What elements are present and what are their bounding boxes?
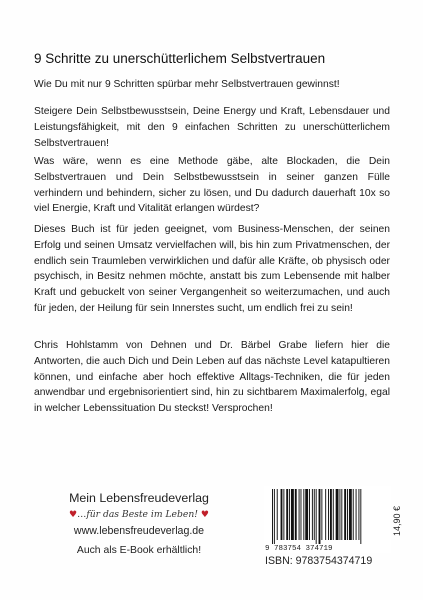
heart-icon: ♥ [69, 510, 78, 520]
publisher-slogan: …für das Beste im Leben! [77, 509, 198, 520]
barcode-bar [356, 489, 357, 540]
barcode-bar [281, 489, 283, 540]
barcode-bar [333, 489, 334, 540]
barcode-bar [344, 489, 346, 540]
barcode-bar [325, 489, 326, 540]
blurb-paragraph-3: Dieses Buch ist für jeden geeignet, vom Business-Menschen, der seinen Erfolg und seinen Umsatz vervielfachen will, bis hin zum Privatmenschen, der endlich sein Traumleben verwirklichen und dafür alle Kräfte, ob physisch oder psychisch, in Besitz nehmen möchte, anstatt bis zum Lebensende mit halber Kraft und gebuckelt von seiner Vergangenheit so weiterzumachen, und auch für jeden, der Heilung für sein Innerstes sucht, um endlich frei zu sein! [34, 224, 390, 314]
blurb-paragraph-1: Steigere Dein Selbstbewusstsein, Deine Energy und Kraft, Lebensdauer und Leistungsfähigkeit, mit den 9 einfachen Schritten zu unerschütterlichem Selbstvertrauen! [34, 106, 390, 149]
heart-icon: ♥ [200, 510, 209, 520]
barcode-bar [295, 489, 297, 540]
barcode-bar [283, 489, 284, 540]
barcode-bar [316, 489, 317, 544]
publisher-block [34, 490, 244, 539]
barcode-bar [339, 489, 340, 540]
barcode-digits: 9 783754 374719 [265, 545, 333, 553]
price-label [392, 494, 402, 548]
barcode-bar [303, 489, 304, 540]
barcode-bar [349, 489, 352, 540]
barcode-graphic [264, 486, 391, 553]
book-subtitle: Wie Du mit nur 9 Schritten spürbar mehr Selbstvertrauen gewinnst! [34, 79, 340, 90]
barcode-bar [277, 489, 278, 540]
barcode-bar [341, 489, 342, 540]
isbn-label: ISBN: 9783754374719 [265, 555, 373, 567]
book-title: 9 Schritte zu unerschütterlichem Selbstvertrauen [34, 51, 326, 66]
barcode [264, 486, 391, 553]
barcode-bar [301, 489, 302, 540]
barcode-bar [314, 489, 315, 540]
barcode-bar [309, 489, 310, 540]
blurb-paragraph-4: Chris Hohlstamm von Dehnen und Dr. Bärbel Grabe liefern hier die Antworten, die auch Dich und Dein Leben auf das nächste Level katapultieren können, und einfache aber hoch effektive Alltags-Techniken, die für jeden anwendbar und ergebnisorientiert sind, hin zu sichtbarem Maximalerfolg, egal in welcher Lebenssituation Du steckst! Versprochen! [34, 340, 390, 415]
barcode-bar [360, 489, 361, 544]
barcode-bar [286, 489, 288, 540]
barcode-bar [321, 489, 322, 540]
barcode-bar [312, 489, 313, 540]
barcode-bar [347, 489, 348, 540]
price-value: 14,90 € [392, 505, 402, 537]
barcode-bar [291, 489, 294, 540]
blurb-paragraph-2: Was wäre, wenn es eine Methode gäbe, alte Blockaden, die Dein Selbstvertrauen und Dein Selbstbewusstsein in seiner ganzen Fülle verhindern und behindern, sicher zu lösen, und Du dadurch dauerhaft 10x so viel Energie, Kraft und Vitalität erlangen würdest? [34, 156, 390, 215]
ebook-note: Auch als E-Book erhältlich! [76, 545, 202, 556]
publisher-url: www.lebensfreudeverlag.de [73, 525, 205, 537]
barcode-bar [319, 489, 321, 544]
barcode-bar [328, 489, 329, 540]
barcode-bar [305, 489, 308, 540]
publisher-slogan-line [34, 507, 244, 523]
barcode-bar [289, 489, 290, 540]
barcode-bar [274, 489, 275, 544]
barcode-bar [336, 489, 339, 540]
barcode-bar [353, 489, 354, 540]
barcode-bar [358, 489, 359, 540]
publisher-name: Mein Lebensfreudeverlag [69, 491, 209, 505]
barcode-bar [330, 489, 332, 540]
barcode-bar [299, 489, 300, 540]
barcode-bar [272, 489, 273, 544]
